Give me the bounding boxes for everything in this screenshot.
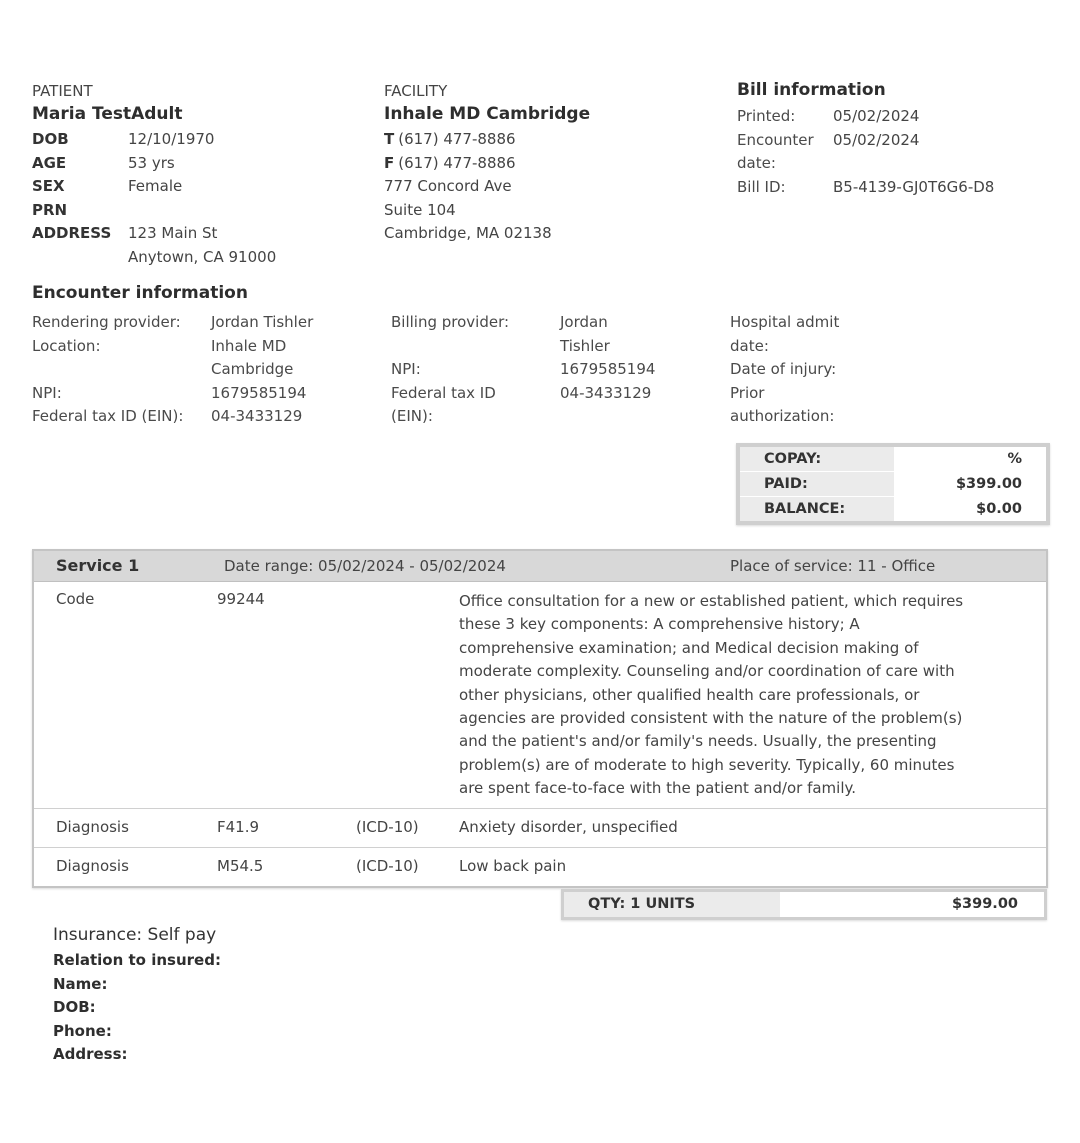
- facility-section: [384, 80, 714, 246]
- facility-address-line: Suite 104: [384, 200, 456, 219]
- prior-auth-label-2: authorization:: [730, 407, 835, 425]
- patient-age-row: [32, 152, 372, 176]
- copay-value: %: [894, 447, 1046, 471]
- facility-name: Inhale MD Cambridge: [384, 104, 591, 124]
- balance-row: [740, 497, 1046, 521]
- diagnosis-label: Diagnosis: [56, 818, 129, 836]
- qty-box: [561, 889, 1047, 920]
- prior-auth-label: Prior: [730, 383, 765, 402]
- patient-name: Maria TestAdult: [32, 104, 183, 124]
- ein-label: Federal tax ID (EIN):: [32, 407, 184, 425]
- encounter-labels-col3: [730, 311, 930, 429]
- patient-address-row: [32, 222, 372, 246]
- encounter-date-label: Encounter: [737, 130, 814, 149]
- patient-sex-row: [32, 175, 372, 199]
- encounter-date-value: 05/02/2024: [833, 130, 920, 149]
- field-label: PRN: [32, 200, 68, 219]
- service-date-range: Date range: 05/02/2024 - 05/02/2024: [224, 557, 506, 575]
- billing-provider-label: Billing provider:: [391, 313, 510, 331]
- encounter-info-title: Encounter information: [32, 283, 248, 303]
- facility-section-label: FACILITY: [384, 82, 448, 100]
- billing-provider-value-2: Tishler: [560, 336, 610, 355]
- fax-label: F: [384, 153, 395, 172]
- diagnosis-row: [34, 809, 1046, 848]
- patient-address-line2: [32, 246, 372, 270]
- printed-value: 05/02/2024: [833, 107, 920, 125]
- service-box: [32, 549, 1048, 888]
- paid-label: PAID:: [740, 472, 894, 496]
- encounter-values-col2: [560, 311, 720, 405]
- printed-label: Printed:: [737, 107, 796, 125]
- patient-dob-row: [32, 128, 372, 152]
- diagnosis-row: [34, 848, 1046, 886]
- service-header: [34, 551, 1046, 582]
- diagnosis-label: Diagnosis: [56, 857, 129, 875]
- insured-phone-label: Phone:: [53, 1021, 112, 1040]
- field-value: Female: [128, 177, 183, 195]
- diagnosis-system: (ICD-10): [356, 857, 419, 875]
- billing-ein-label-2: (EIN):: [391, 407, 433, 425]
- copay-row: [740, 447, 1046, 472]
- admit-date-label: Hospital admit: [730, 313, 840, 331]
- location-value: Inhale MD: [211, 336, 287, 355]
- diagnosis-code: F41.9: [217, 818, 260, 836]
- facility-address-line: Cambridge, MA 02138: [384, 224, 552, 242]
- encounter-date-label-2: date:: [737, 154, 776, 172]
- field-value: 12/10/1970: [128, 130, 215, 148]
- ein-value: 04-3433129: [211, 407, 303, 425]
- field-label: DOB: [32, 130, 69, 148]
- field-value: 53 yrs: [128, 153, 175, 172]
- phone-label: T: [384, 130, 395, 148]
- field-value: Anytown, CA 91000: [128, 247, 277, 266]
- billing-npi-label: NPI:: [391, 360, 421, 378]
- field-label: SEX: [32, 177, 65, 195]
- insured-name-label: Name:: [53, 974, 108, 993]
- fax-value: (617) 477-8886: [398, 153, 516, 172]
- encounter-labels-col1: [32, 311, 212, 429]
- billing-ein-value: 04-3433129: [560, 383, 652, 402]
- facility-address-line: 777 Concord Ave: [384, 177, 512, 195]
- bill-info-title: Bill information: [737, 80, 886, 100]
- balance-value: $0.00: [894, 497, 1046, 521]
- diagnosis-description: Anxiety disorder, unspecified: [459, 818, 678, 836]
- patient-section-label: PATIENT: [32, 82, 93, 100]
- code-row: [34, 582, 1046, 809]
- npi-value: 1679585194: [211, 383, 307, 402]
- bill-info-section: [737, 78, 1067, 199]
- code-label: Code: [56, 590, 95, 608]
- service-place: Place of service: 11 - Office: [730, 557, 936, 575]
- npi-label: NPI:: [32, 383, 62, 402]
- service-title: Service 1: [56, 556, 140, 575]
- field-value: 123 Main St: [128, 224, 218, 242]
- rendering-provider-value: Jordan Tishler: [211, 313, 314, 331]
- admit-date-label-2: date:: [730, 336, 769, 355]
- copay-label: COPAY:: [740, 447, 894, 471]
- code-value: 99244: [217, 590, 265, 608]
- diagnosis-system: (ICD-10): [356, 818, 419, 836]
- qty-amount: $399.00: [780, 892, 1044, 917]
- encounter-date-row: [737, 129, 1067, 153]
- code-description: Office consultation for a new or established patient, which requires these 3 key components: A comprehensive history; A comprehensive examination; and Medical decision making of moderate complexity. Counseling and/or coordination of care with other physicians, other qualified health care professionals, or agencies are provided consistent with the nature of the problem(s) and the patient's and/or family's needs. Usually, the presenting problem(s) are of moderate to high severity. Typically, 60 minutes are spent face-to-face with the patient and/or family.: [459, 592, 964, 798]
- insured-dob-label: DOB:: [53, 998, 96, 1016]
- facility-fax-row: [384, 152, 714, 176]
- paid-value: $399.00: [894, 472, 1046, 496]
- patient-section: [32, 80, 372, 269]
- billing-provider-value: Jordan: [560, 313, 608, 331]
- printed-row: [737, 105, 1067, 129]
- patient-prn-row: [32, 199, 372, 223]
- field-label: AGE: [32, 153, 67, 172]
- rendering-provider-label: Rendering provider:: [32, 313, 181, 331]
- spacer: [391, 335, 556, 359]
- injury-date-label: Date of injury:: [730, 360, 837, 378]
- location-value-2: Cambridge: [211, 360, 294, 378]
- totals-box: [736, 443, 1050, 525]
- diagnosis-code: M54.5: [217, 857, 264, 875]
- qty-label: QTY: 1 UNITS: [588, 896, 696, 912]
- spacer: [32, 246, 128, 270]
- bill-id-row: [737, 176, 1067, 200]
- balance-label: BALANCE:: [740, 497, 894, 521]
- relation-label: Relation to insured:: [53, 951, 221, 969]
- paid-row: [740, 472, 1046, 497]
- field-label: ADDRESS: [32, 224, 112, 242]
- location-label: Location:: [32, 336, 101, 355]
- encounter-date-row-2: [737, 152, 1067, 176]
- facility-phone-row: [384, 128, 714, 152]
- billing-ein-label: Federal tax ID: [391, 383, 496, 402]
- bill-id-label: Bill ID:: [737, 177, 786, 196]
- encounter-labels-col2: [391, 311, 556, 429]
- phone-value: (617) 477-8886: [398, 130, 516, 148]
- insurance-title: Insurance: Self pay: [53, 925, 217, 945]
- billing-npi-value: 1679585194: [560, 360, 656, 378]
- spacer: [32, 358, 212, 382]
- encounter-values-col1: [211, 311, 381, 429]
- diagnosis-description: Low back pain: [459, 857, 567, 875]
- insurance-section: [53, 921, 221, 1067]
- bill-id-value: B5-4139-GJ0T6G6-D8: [833, 177, 995, 196]
- insured-address-label: Address:: [53, 1045, 128, 1063]
